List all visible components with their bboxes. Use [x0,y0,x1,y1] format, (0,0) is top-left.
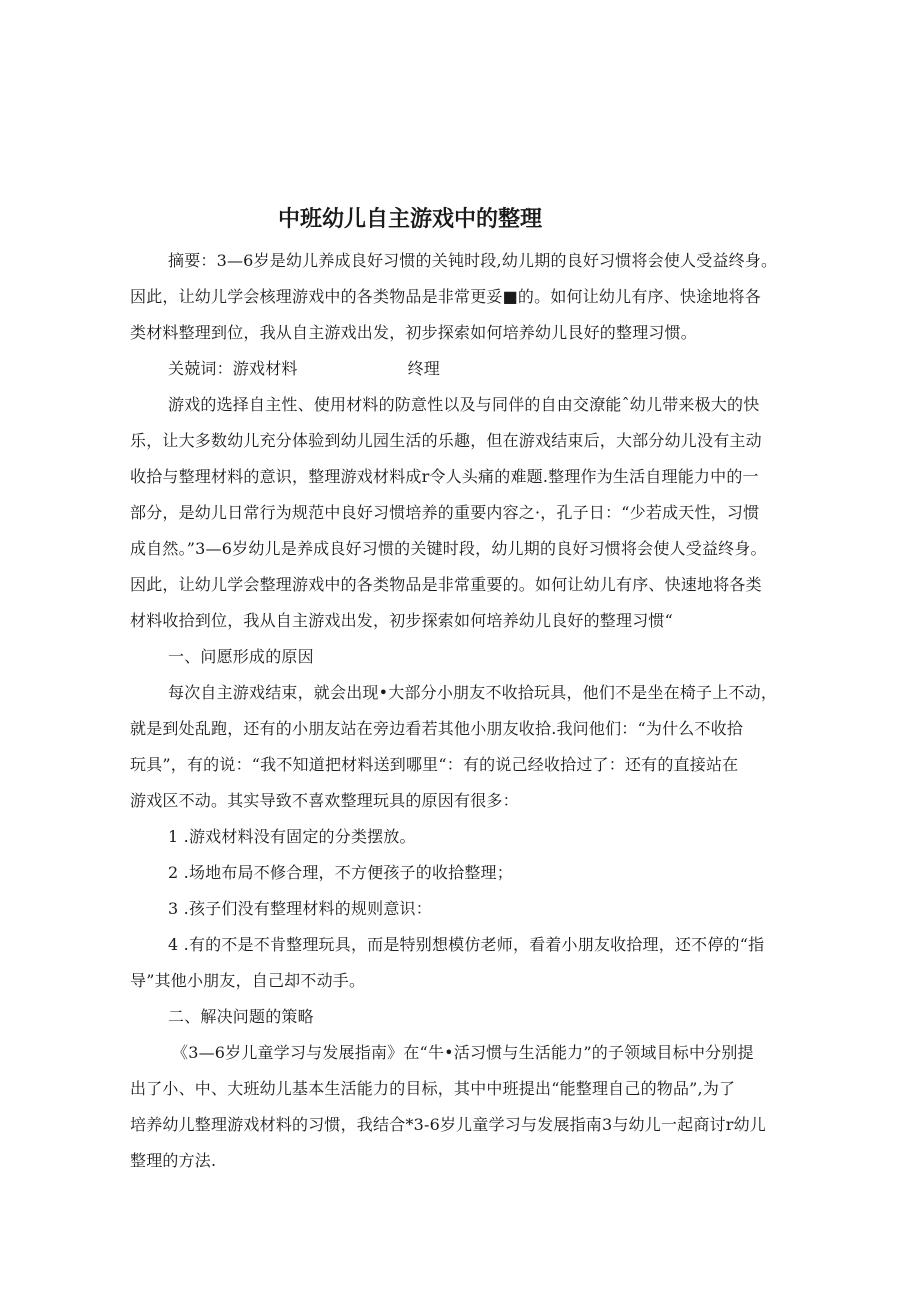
list-item-4-continued: 导”其他小朋友，自己却不动手。 [130,971,366,990]
paragraph-line: 玩具”，有的说：“我不知道把材料送到哪里“：有的说己经收拾过了：还有的直接站在 [130,755,739,774]
list-item-4: 4 .有的不是不肯整理玩具，而是特别想模仿老师，看着小朋友收拾理，还不停的“指 [168,935,765,954]
list-item-2: 2 .场地布局不修合理，不方便孩子的收拾整理； [168,863,513,882]
list-item-1: 1 .游戏材料没有固定的分类摆放。 [168,827,416,846]
keywords-term: 终理 [407,359,441,378]
paragraph-line: 因此，让幼儿学会整理游戏中的各类物品是非常重要的。如何让幼儿有序、快速地将各类 [130,575,762,594]
paragraph-line: 就是到处乱跑，还有的小朋友站在旁边看若其他小朋友收拾.我问他们：“为什么不收拾 [130,719,744,738]
paragraph-line: 出了小、中、大班幼儿基本生活能力的目标，其中中班提出“能整理自己的物品”,为了 [130,1079,736,1098]
list-item-3: 3 .孩子们没有整理材料的规则意识： [168,899,432,918]
paragraph-line: 整理的方法. [130,1151,217,1170]
section-heading-1: 一、问愿形成的原因 [168,647,314,666]
keywords-line [168,356,440,379]
abstract-line-2: 因此，让幼儿学会核理游戏中的各类物品是非常更妥■的。如何让幼儿有序、快途地将各 [130,287,761,306]
paragraph-line: 乐，让大多数幼儿充分体验到幼儿园生活的乐趣，但在游戏结束后，大部分幼儿没有主动 [130,431,762,450]
paragraph-line: 游戏的选择自主性、使用材料的防意性以及与同伴的自由交潦能ˆ幼儿带来极大的快 [168,395,760,414]
section-heading-2: 二、解决问题的策略 [168,1007,314,1026]
abstract-line-3: 类材料整理到位，我从自主游戏出发，初步探索如何培养幼儿艮好的整理习惯。 [130,323,698,342]
paragraph-line: 游戏区不动。其实导致不喜欢整理玩具的原因有很多： [130,791,519,810]
paragraph-line: 《3—6岁儿童学习与发展指南》在“牛•活习惯与生活能力”的子领域目标中分别提 [172,1043,754,1062]
abstract-line-1: 摘要：3—6岁是幼儿养成良好习惯的关钝时段,幼儿期的良好习惯将会使人受益终身。 [168,251,778,270]
paragraph-line: 材料收拾到位，我从自主游戏出发，初步探索如何培养幼儿良好的整理习惯“ [130,611,673,630]
paragraph-line: 部分，是幼儿日常行为规范中良好习惯培养的重要内容之·，孔子日：“少若成天性，习惯 [130,503,760,522]
paragraph-line: 收拾与整理材料的意识，整理游戏材料成r令人头痛的难题.整理作为生活自理能力中的一 [130,467,759,486]
paragraph-line: 每次自主游戏结束，就会出现•大部分小朋友不收拾玩具，他们不是坐在椅子上不动， [168,683,778,702]
paragraph-line: 培养幼儿整理游戏材料的习惯，我结合*3-6岁儿童学习与发展指南3与幼儿一起商讨r幼儿 [130,1115,766,1134]
paragraph-line: 成自然。”3—6岁幼儿是养成良好习惯的关键时段，幼儿期的良好习惯将会使人受益终身。 [130,539,767,558]
keywords-label: 关兢词：游戏材料 [168,359,298,378]
document-title: 中班幼儿自主游戏中的整理 [278,207,543,232]
